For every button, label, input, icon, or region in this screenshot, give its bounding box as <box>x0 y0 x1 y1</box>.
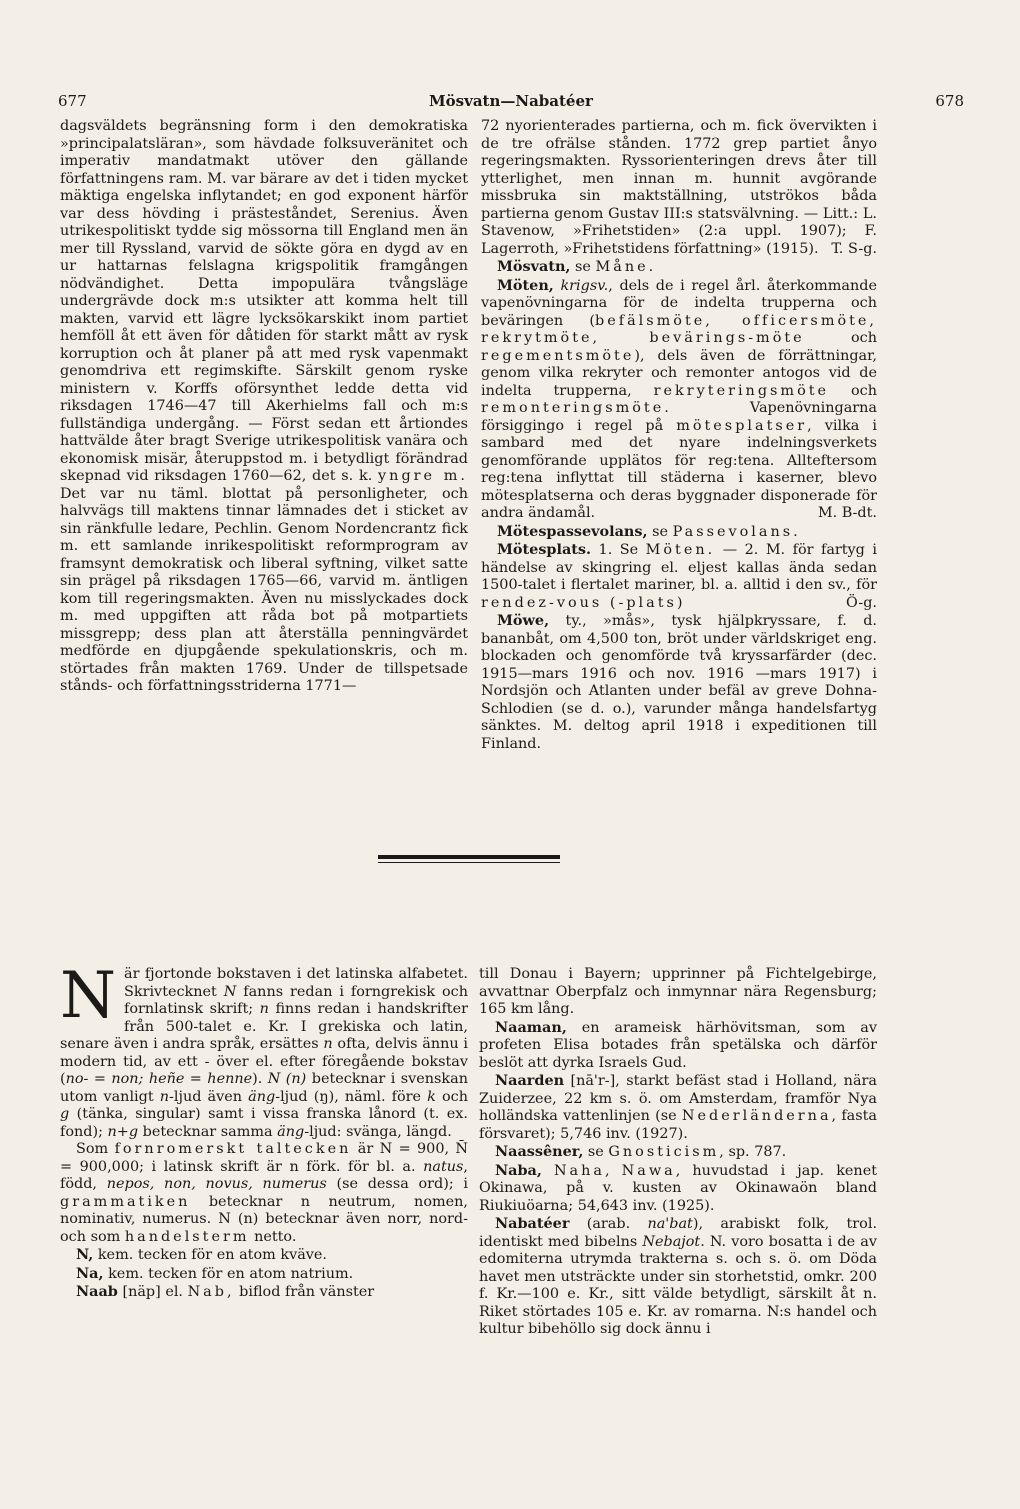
entry-na: Na, kem. tecken för en atom natrium. <box>76 1264 354 1282</box>
entry-nabateer: Nabatéer (arab. na'bat), arabiskt folk, trol. identiskt med bibelns Nebajot. N. voro bosatta i de av edomiterna utrymda trakterna s. och s. ö. om Döda havet men utsträckte under sin storhetstid, omkr. 200 f. Kr.—100 e. Kr., sitt välde betydligt, särskilt åt n. Riket störtades 105 e. Kr. av romarna. N:s handel och kultur bibehöllo sig dock ännu i <box>479 1215 878 1337</box>
mossorna-continuation: dagsväldets begränsning form i den demokratiska »principalatsläran», som hävdade folksuveränitet och imperativ mandatmakt utöver den gällande författningens ram. M. var bärare av det i tiden mycket mäktiga engelska inflytandet; en god exponent härför var dess hövding i prästeståndet, Serenius. Även utrikespolitiskt tydde sig mössorna till England men än mer till Ryssland, varvid de sökte göra en dygd av en ur hattarnas felslagna krigspolitik framgången nödvändighet. Detta impopulära tvångsläge undergrävde dock m:s utsikter att komma helt till makten, varvid ett lägre lycksökarskikt inom partiet hemföll åt ett även för dåtiden för starkt mått av rysk korruption och åt planer på att med rysk vapenmakt genomdriva ett regimskifte. Särskilt genom ryske ministern v. Korffs oförsynthet ledde detta vid riksdagen 1746—47 till Akerhielms fall och m:s fullständiga undergång. — Först sedan ett årtiondes hattvälde åter bragt Sverige utrikespolitisk vanära och ekonomisk misär, återuppstod m. i betydligt förändrad skepnad vid riksdagen 1760—62, det s. k. yngre m. Det var nu täml. blottat på personligheter, och halvvägs till maktens tinnar lämnades det i sticket av sin ränkfulle ledare, Pechlin. Genom Nordencrantz fick m. ett samlande inrikespolitiskt reformprogram av framsynt demokratisk och liberal syftning, vilket satte sin prägel på riksdagen 1765—66, varvid m. äntligen kom till regeringsmakten. Även nu misslyckades dock m. med uppgiften att råda bot på motpartiets missgrepp; dess plan att återställa penningvärdet medförde en djupgående spekulationskris, och m. störtades från makten 1769. Under de tillspetsade stånds- och författningsstriderna 1771— <box>60 118 469 694</box>
entry-headword: Na, <box>76 1264 104 1282</box>
entry-headword: Naarden <box>495 1072 565 1089</box>
mossorna-ending: 72 nyorienterades partierna, och m. fick övervikten i de tre ofrälse stånden. 1772 grep partiet ånyo regeringsmakten. Ryssorienteringen drevs åter till ytterlighet, men innan m. hunnit avgörande missbruka sin maktställning, utströkos båda partierna genom Gustav III:s statsvälvning. — Litt.: L. Stavenow, »Frihetstiden» (2:a uppl. 1907); F. Lagerroth, »Frihetstidens författning» (1915). T. S-g. <box>481 118 877 257</box>
entry-naassener: Naassêner, se Gnosticism, sp. 787. <box>495 1143 787 1160</box>
entry-headword: Naassêner, <box>495 1143 584 1160</box>
entry-moten: Möten, krigsv., dels de i regel årl. återkommande vapenövningarna för de indelta trupperna och beväringen (befälsmöte, officersmöte, rekrytmöte, bevärings-möte och regementsmöte), dels även de förrättningar, genom vilka rekryter och remonter antogos vid de indelta trupperna, rekryteringsmöte och remonteringsmöte. Vapenövningarna försiggingo i regel på mötesplatser, vilka i sambard med det nyare indelningsverkets genomförande upplätos för reg:tena. Allteftersom reg:tena inflyttat till städerna i kaserner, blevo mötesplatserna och deras byggnader disponerade för andra ändamål. M. B-dt. <box>481 276 878 521</box>
cross-reference: Måne. <box>595 259 657 275</box>
page-header <box>58 92 964 114</box>
running-title: Mösvatn—Nabatéer <box>429 92 593 110</box>
entry-n-kem: N, kem. tecken för en atom kväve. <box>76 1246 327 1263</box>
spaced-term: yngre m. <box>378 468 469 484</box>
signature: T. S-g. <box>831 240 877 257</box>
entry-naaman: Naaman, en arameisk härhövitsman, som av profeten Elisa botades från spetälska och därför beslöt att dyrka Israels Gud. <box>479 1018 877 1071</box>
entry-naab: Naab [näp] el. Nab, biflod från vänster <box>76 1283 375 1300</box>
column-top-left <box>60 118 468 822</box>
column-bottom-right <box>479 966 877 1416</box>
entry-naarden: Naarden [nā'r-], starkt befäst stad i Holland, nära Zuiderzee, 22 km s. ö. om Amsterdam, framför Nya holländska vattenlinjen (se Nederländerna, fasta försvaret); 5,746 inv. (1927). <box>479 1072 877 1142</box>
entry-motespassevolans: Mötespassevolans, se Passevolans. <box>497 522 801 540</box>
entry-headword: Nabatéer <box>495 1215 570 1232</box>
letter-n-intro: När fjortonde bokstaven i det latinska alfabetet. Skrivtecknet N fanns redan i forngrekisk och fornlatinsk skrift; n finns redan i handskrifter från 500-talet e. Kr. I grekiska och latin, senare även i andra språk, ersättes n ofta, delvis ännu i modern tid, av ett - över el. efter föregående bokstav (no- = non; heñe = henne). N (n) betecknar i svenskan utom vanligt n-ljud även äng-ljud (ŋ), näml. före k och g (tänka, singular) samt i vissa franska lånord (t. ex. fond); n+g betecknar samma äng-ljud: svänga, längd. <box>60 959 469 1140</box>
entry-naba: Naba, Naha, Nawa, huvudstad i jap. kenet Okinawa, på v. kusten av Okinawaön bland Riukiuöarna; 54,643 inv. (1925). <box>479 1161 878 1214</box>
section-divider <box>378 855 560 863</box>
entry-headword: N, <box>76 1246 94 1263</box>
naab-continuation: till Donau i Bayern; upprinner på Fichtelgebirge, avvattnar Oberpfalz och inmynnar nära Regensburg; 165 km lång. <box>479 966 877 1017</box>
entry-headword: Mötesplats. <box>497 541 592 558</box>
entry-mosvatn: Mösvatn, se Måne. <box>497 258 657 275</box>
page-number-left: 677 <box>58 92 87 110</box>
letter-n-numeral: Som fornromerskt taltecken är N = 900, N̄ = 900,000; i latinsk skrift är n förk. för bl. a. natus, född, nepos, non, novus, numerus (se dessa ord); i grammatiken betecknar n neutrum, nomen, nominativ, numerus. N (n) betecknar även norr, nord- och som handelsterm netto. <box>60 1141 469 1245</box>
entry-headword: Naba, <box>495 1161 542 1179</box>
page-number-right: 678 <box>935 92 964 110</box>
entry-headword: Naab <box>76 1283 118 1300</box>
signature: M. B-dt. <box>817 505 877 521</box>
entry-mowe: Möwe, ty., »mås», tysk hjälpkryssare, f. d. bananbåt, om 4,500 ton, bröt under världskriget eng. blockaden och genomförde två kryssarfärder (dec. 1915—mars 1916 och nov. 1916 —mars 1917) i Nordsjön och Atlanten under befäl av greve Dohna-Schlodien (se d. o.), varunder många handelsfartyg sänktes. M. deltog april 1918 i expeditionen till Finland. <box>481 612 877 752</box>
entry-headword: Mötespassevolans, <box>497 522 648 540</box>
column-top-right <box>481 118 878 752</box>
column-bottom-left <box>60 959 469 1416</box>
entry-headword: Naaman, <box>495 1018 567 1036</box>
entry-headword: Möten, <box>497 276 554 294</box>
drop-cap: N <box>60 959 116 1033</box>
entry-motesplats: Mötesplats. 1. Se Möten. — 2. M. för fartyg i händelse av skingring el. eljest kallas ända sedan 1500-talet i flertalet mariner, bl. a. alltid i den sv., för rendez-vous (-plats) Ö-g. <box>481 541 877 611</box>
signature: Ö-g. <box>846 594 877 611</box>
entry-headword: Mösvatn, <box>497 258 571 275</box>
cross-reference: Passevolans. <box>672 523 801 540</box>
entry-headword: Möwe, <box>497 612 550 629</box>
